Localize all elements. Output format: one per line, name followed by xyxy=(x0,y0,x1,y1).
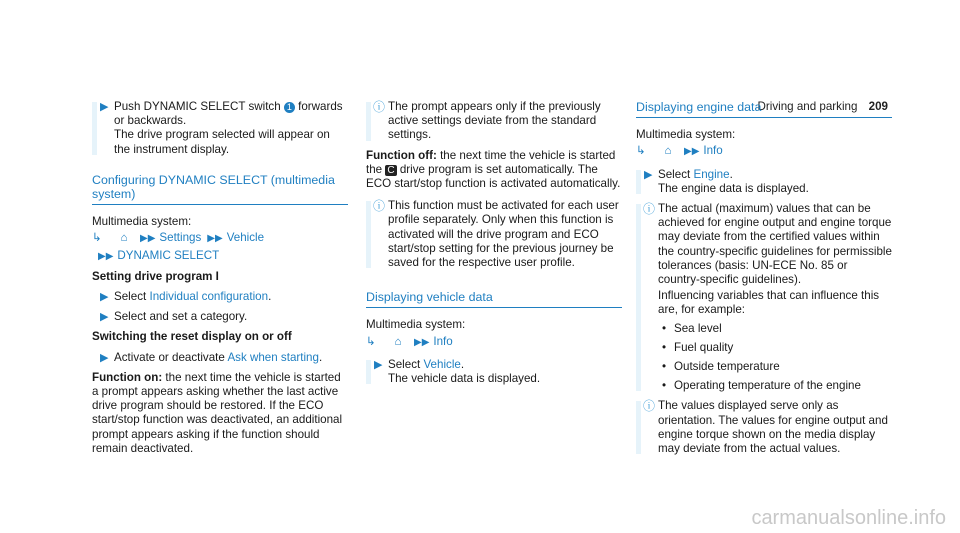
path-item-settings[interactable]: Settings xyxy=(159,231,202,245)
punct: . xyxy=(318,350,323,364)
info-text: The values displayed serve only as orientation. The values for engine output and engine torque shown on the media display may deviate from the actual values. xyxy=(658,399,888,456)
home-icon[interactable]: ⌂ xyxy=(394,334,402,348)
menu-path xyxy=(636,128,892,159)
path-hook-icon: ↳ xyxy=(366,334,376,348)
step-text: Select xyxy=(114,290,147,304)
info-note xyxy=(636,399,892,456)
section-heading: Displaying vehicle data xyxy=(366,290,622,308)
link-vehicle[interactable]: Vehicle xyxy=(423,357,461,371)
activate-step xyxy=(92,351,348,365)
double-chevron-icon: ▶▶ xyxy=(98,250,114,262)
triangle-right-icon: ▶ xyxy=(100,291,109,304)
list-item: • Sea level xyxy=(658,322,892,336)
list-item: • Outside temperature xyxy=(658,360,892,374)
function-on-text: the next time the vehicle is started a prompt appears asking whether the last active drive program should be restored. If the ECO start/stop function was deactivated, an additional prompt appears asking if the function should remain deactivated. xyxy=(92,370,343,455)
path-hook-icon: ↳ xyxy=(92,231,102,245)
column-3 xyxy=(636,100,892,462)
function-off-label: Function off: xyxy=(366,148,437,162)
path-label: Multimedia system: xyxy=(636,128,736,142)
function-off-text: drive program is set automatically. The ECO start/stop function is activated automatically. xyxy=(366,162,621,191)
menu-path xyxy=(366,318,622,349)
list-item: • Operating temperature of the engine xyxy=(658,379,892,393)
step-text: Activate or deactivate xyxy=(114,350,225,364)
info-circle-icon: ⓘ xyxy=(643,399,656,414)
path-item-dynamic-select[interactable]: DYNAMIC SELECT xyxy=(117,248,220,262)
step-text: Select xyxy=(388,357,421,371)
step-text: Select and set a category. xyxy=(114,310,248,324)
list-item: • Fuel quality xyxy=(658,341,892,355)
path-label: Multimedia system: xyxy=(366,318,466,332)
double-chevron-icon: ▶▶ xyxy=(207,233,223,245)
step-text: forwards or backwards. xyxy=(114,100,343,128)
watermark: carmanualsonline.info xyxy=(751,506,946,529)
step-text: Select xyxy=(658,167,691,181)
section-heading: Configuring DYNAMIC SELECT (multimedia system) xyxy=(92,173,348,205)
select-step xyxy=(92,290,348,304)
punct: . xyxy=(729,167,733,181)
punct: . xyxy=(268,290,272,304)
column-1 xyxy=(92,100,348,464)
section-heading: Displaying engine data xyxy=(636,100,892,118)
double-chevron-icon: ▶▶ xyxy=(414,336,430,348)
info-note xyxy=(366,100,622,143)
push-switch-step xyxy=(92,100,348,157)
variables-list xyxy=(658,322,892,394)
path-item-info[interactable]: Info xyxy=(433,334,453,348)
triangle-right-icon: ▶ xyxy=(644,168,653,181)
info-note xyxy=(636,202,892,393)
menu-path xyxy=(92,215,348,264)
home-icon[interactable]: ⌂ xyxy=(664,144,672,158)
link-ask-when-starting[interactable]: Ask when starting xyxy=(227,350,319,364)
select-step xyxy=(366,358,622,386)
step-text: Push DYNAMIC SELECT switch xyxy=(114,100,281,113)
punct: . xyxy=(460,357,465,371)
info-circle-icon: ⓘ xyxy=(643,202,656,217)
select-step xyxy=(636,168,892,196)
info-text: This function must be activated for each user profile separately. Only when this function is activated will the drive program and ECO start/stop setting for the previous journey be saved for the respective user profile. xyxy=(388,199,619,270)
triangle-right-icon: ▶ xyxy=(374,358,383,371)
info-text: The prompt appears only if the previously active settings deviate from the standard settings. xyxy=(388,100,601,142)
info-circle-icon: ⓘ xyxy=(373,100,386,114)
home-icon[interactable]: ⌂ xyxy=(120,231,128,245)
info-note xyxy=(366,199,622,270)
subheading: Switching the reset display on or off xyxy=(92,330,292,344)
path-label: Multimedia system: xyxy=(92,215,192,229)
info-circle-icon: ⓘ xyxy=(373,199,386,214)
function-off-text: the next time the vehicle is started the xyxy=(366,148,616,176)
triangle-right-icon: ▶ xyxy=(100,351,109,364)
info-text: Influencing variables that can influence this are, for example: xyxy=(658,289,880,317)
function-on-label: Function on: xyxy=(92,370,163,384)
step-result: The vehicle data is displayed. xyxy=(388,372,541,386)
path-item-info[interactable]: Info xyxy=(703,144,723,158)
link-engine[interactable]: Engine xyxy=(693,167,730,181)
step-result: The engine data is displayed. xyxy=(658,181,809,195)
link-individual-configuration[interactable]: Individual configuration xyxy=(149,290,269,304)
info-text: The actual (maximum) values that can be achieved for engine output and engine torque may deviate from the certified values within the country-specific guidelines for permissible tolerances (basis: UN-ECE No. 85 or country-specific guidelines). xyxy=(658,202,892,287)
subheading: Setting drive program I xyxy=(92,269,219,283)
step-result: The drive program selected will appear on the instrument display. xyxy=(114,128,330,156)
double-chevron-icon: ▶▶ xyxy=(140,233,156,245)
callout-marker: 1 xyxy=(284,102,295,113)
column-2 xyxy=(366,100,622,392)
page-number: 209 xyxy=(868,100,888,113)
section-title: Driving and parking xyxy=(757,100,858,113)
double-chevron-icon: ▶▶ xyxy=(684,146,700,158)
category-step xyxy=(92,310,348,324)
triangle-right-icon: ▶ xyxy=(100,311,109,324)
path-hook-icon: ↳ xyxy=(636,144,646,158)
comfort-program-icon: C xyxy=(387,164,395,176)
triangle-right-icon: ▶ xyxy=(100,101,109,113)
function-on-paragraph xyxy=(92,371,348,456)
path-item-vehicle[interactable]: Vehicle xyxy=(226,231,265,245)
function-off-paragraph xyxy=(366,149,622,192)
